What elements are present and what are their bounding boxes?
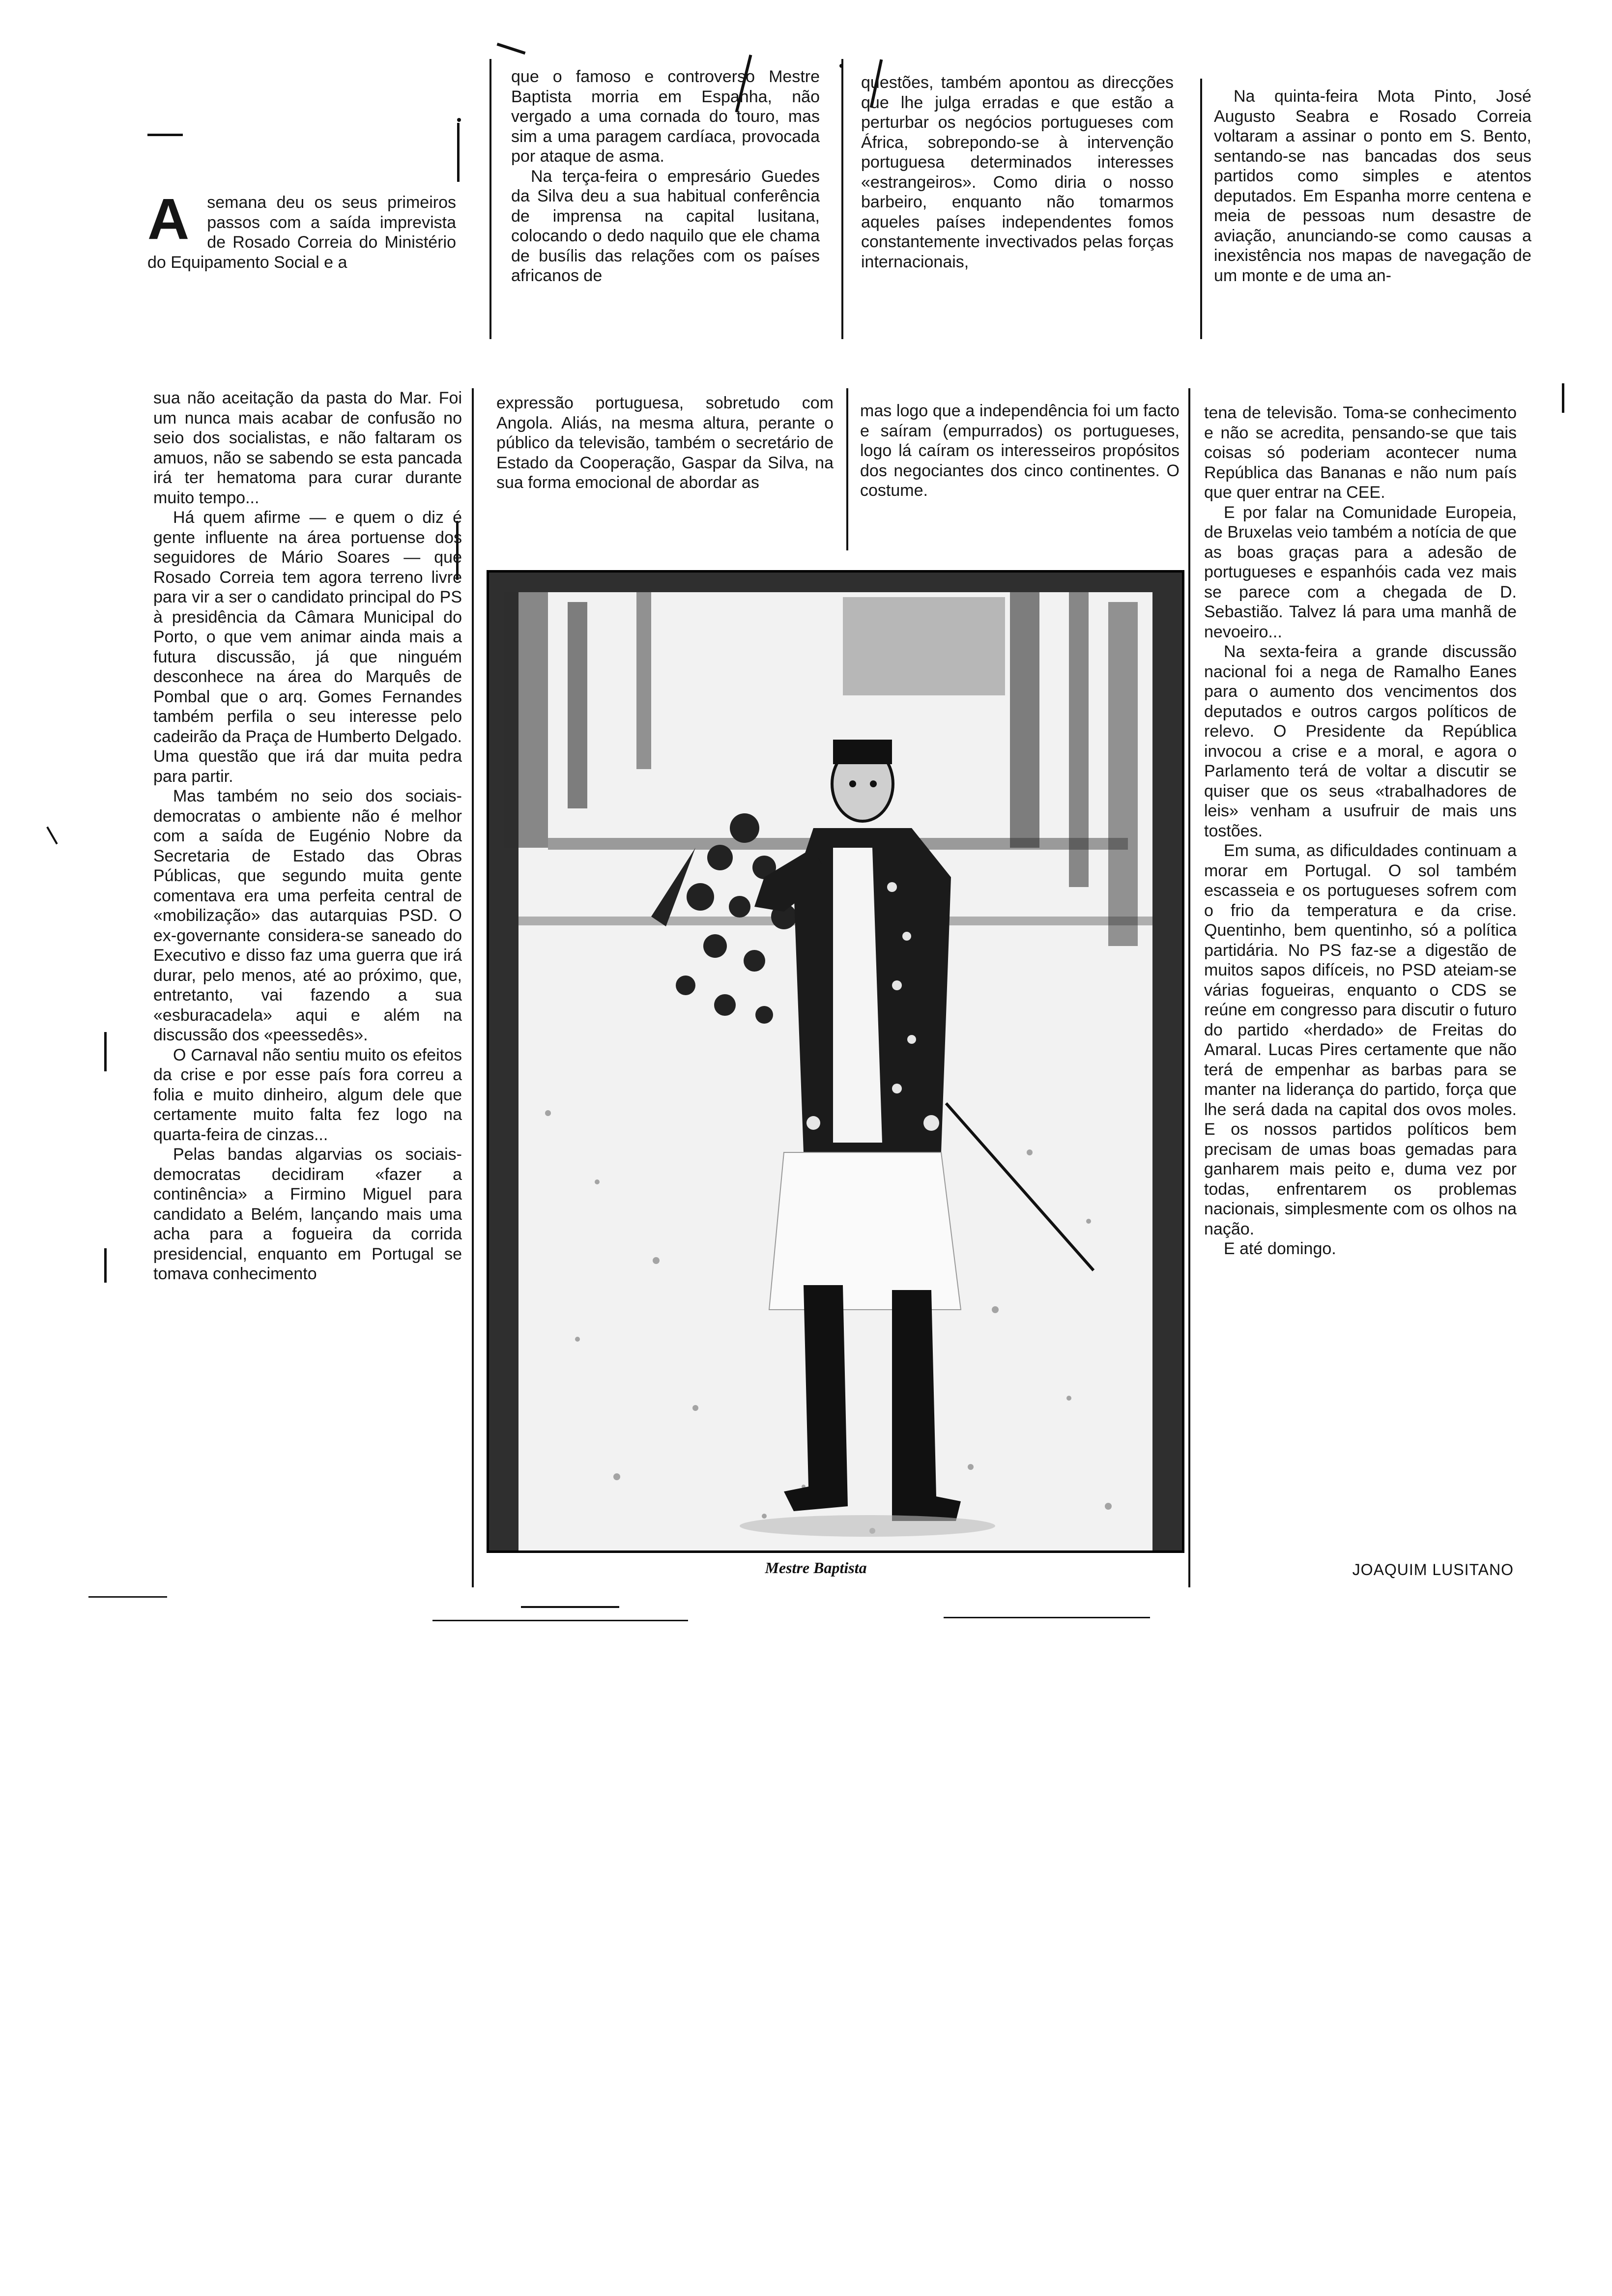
- paragraph: Na sexta-feira a grande discussão nacional foi a nega de Ramalho Eanes para o aumento dos vencimentos dos deputados e outros cargos políticos de relevo. O Presidente da República invocou a crise e a moral, e agora o Parlamento terá de voltar a discutir se quiser que os seus «trabalhadores de leis» venham a usufruir de mais uns tostões.: [1204, 642, 1517, 840]
- column-rule: [846, 388, 848, 550]
- paragraph: Na quinta-feira Mota Pinto, José Augusto Seabra e Rosado Correia voltaram a assinar o ponto em S. Bento, sentando-se nas bancadas dos seus partidos como simples e atentos deputados. Em Espanha morre centena e meia de pessoas num desastre de aviação, anunciando-se como causas a inexistência nos mapas de navegação de um monte e de uma an-: [1214, 87, 1531, 285]
- scan-mark: [104, 1248, 107, 1283]
- paragraph: O Carnaval não sentiu muito os efeitos da crise e por esse país fora correu a folia e muito dinheiro, algum dele que certamente muito falta fez logo na quarta-feira de cinzas...: [153, 1045, 462, 1144]
- article-column-2-top: [511, 67, 820, 286]
- paragraph: que o famoso e controverso Mestre Baptista morria em Espanha, não vergado a uma cornada do touro, mas sim a uma paragem cardíaca, provocada por ataque de asma.: [511, 67, 820, 166]
- scan-mark: [147, 134, 183, 136]
- article-column-3-mid: [860, 401, 1180, 501]
- scan-mark: [497, 43, 526, 55]
- article-right-column: [1204, 403, 1517, 1259]
- scan-mark: [46, 827, 58, 845]
- scan-mark: [1562, 383, 1564, 413]
- column-rule: [841, 59, 843, 339]
- scan-mark: [104, 1032, 107, 1071]
- column-rule: [1200, 79, 1202, 339]
- column-rule: [1188, 388, 1190, 1587]
- drop-cap: A: [147, 187, 190, 252]
- column-rule: [489, 59, 491, 339]
- article-column-2-mid: [496, 393, 834, 493]
- paragraph: E até domingo.: [1224, 1239, 1336, 1258]
- paragraph: sua não aceitação da pasta do Mar. Foi um nunca mais acabar de confusão no seio dos socialistas, e não faltaram os amuos, não se sabendo se esta pancada irá ter hematoma para curar durante muito tempo...: [153, 389, 462, 507]
- article-column-4-top: [1214, 86, 1531, 286]
- paragraph: mas logo que a independência foi um facto e saíram (empurrados) os portugueses, logo lá caíram os interesseiros propósitos dos negociantes dos cinco continentes. O costume.: [860, 402, 1180, 500]
- paragraph: Pelas bandas algarvias os sociais-democratas decidiram «fazer a continência» a Firmino Miguel para candidato a Belém, lançando mais uma acha para a fogueira da corrida presidencial, enquanto em Portugal se tomava conhecimento: [153, 1145, 462, 1283]
- photo-illustration: [489, 573, 1182, 1550]
- scan-mark: [521, 1606, 619, 1608]
- paragraph: Em suma, as dificuldades continuam a morar em Portugal. O sol também escasseia e os portugueses sofrem com o frio da temperatura e da crise. Quentinho, bem quentinho, só a política partidária. No PS faz-se a digestão de muitos sapos difíceis, no PSD ateiam-se várias fogueiras, enquanto o CDS se reúne em congresso para discutir o futuro do partido «herdado» de Freitas do Amaral. Lucas Pires certamente que não terá de empenhar as barbas para se manter na liderança do partido, força que lhe será dada na capital dos ovos moles. E os nossos partidos políticos bem precisam de umas boas gemadas para ganharem mais peito e, duma vez por todas, enfrentarem os problemas nacionais, simplesmente com os olhos na nação.: [1204, 841, 1517, 1238]
- scan-mark: [457, 123, 460, 182]
- paragraph: tena de televisão. Toma-se conhecimento e não se acredita, pensando-se que tais coisas só poderiam acontecer numa República das Bananas e não num país que quer entrar na CEE.: [1204, 403, 1517, 502]
- paragraph: Na terça-feira o empresário Guedes da Silva deu a sua habitual conferência de imprensa na capital lusitana, colocando o dedo naquilo que ele chama de busílis das relações com os países africanos de: [511, 167, 820, 285]
- paragraph: questões, também apontou as direcções que lhe julga erradas e que estão a perturbar os negócios portugueses com África, sobrepondo-se à intervenção portuguesa determinados interesses «estrangeiros». Como diria o nosso barbeiro, enquanto não tomarmos aqueles países independentes fomos constantemente invectivados pelas forças internacionais,: [861, 73, 1174, 271]
- scan-mark: [88, 1596, 167, 1598]
- scan-mark: [944, 1617, 1150, 1618]
- paragraph: E por falar na Comunidade Europeia, de Bruxelas veio também a notícia de que as boas graças para a adesão de portugueses e espanhóis cada vez mais se parece com a chegada de D. Sebastião. Talvez lá para uma manhã de nevoeiro...: [1204, 503, 1517, 641]
- scan-mark: [432, 1620, 688, 1621]
- paragraph: semana deu os seus primeiros passos com a saída imprevista de Rosado Correia do Ministério do Equipamento Social e a: [147, 193, 456, 272]
- author-signature: JOAQUIM LUSITANO: [1352, 1561, 1514, 1578]
- photo-caption: Mestre Baptista: [765, 1559, 867, 1577]
- article-intro-column: [147, 187, 456, 272]
- scan-mark: [457, 118, 461, 122]
- article-left-column: [153, 388, 462, 1284]
- column-rule: [472, 388, 474, 1587]
- photo-mestre-baptista: [487, 570, 1184, 1553]
- article-column-3-top: [861, 73, 1174, 272]
- paragraph: expressão portuguesa, sobretudo com Angola. Aliás, na mesma altura, perante o público da televisão, também o secretário de Estado da Cooperação, Gaspar da Silva, na sua forma emocional de abordar as: [496, 394, 834, 492]
- paragraph: Mas também no seio dos sociais-democratas o ambiente não é melhor com a saída de Eugénio Nobre da Secretaria de Estado das Obras Públicas, que segundo muita gente comentava era uma perfeita central de «mobilização» das autarquias PSD. O ex-governante considera-se saneado do Executivo e disso faz uma guerra que irá durar, pelo menos, até ao próximo, que, entretanto, vai fazendo a sua «esburacadela» aqui e além na discussão dos «peessedês».: [153, 787, 462, 1044]
- paragraph: Há quem afirme — e quem o diz é gente influente na área portuense dos seguidores de Mário Soares — que Rosado Correia tem agora terreno livre para vir a ser o candidato principal do PS à presidência da Câmara Municipal do Porto, o que vem animar ainda mais a futura discussão, já que ninguém desconhece na área do Marquês de Pombal que o arq. Gomes Fernandes também perfila o seu interesse pelo cadeirão da Praça de Humberto Delgado. Uma questão que irá dar muita pedra para partir.: [153, 508, 462, 786]
